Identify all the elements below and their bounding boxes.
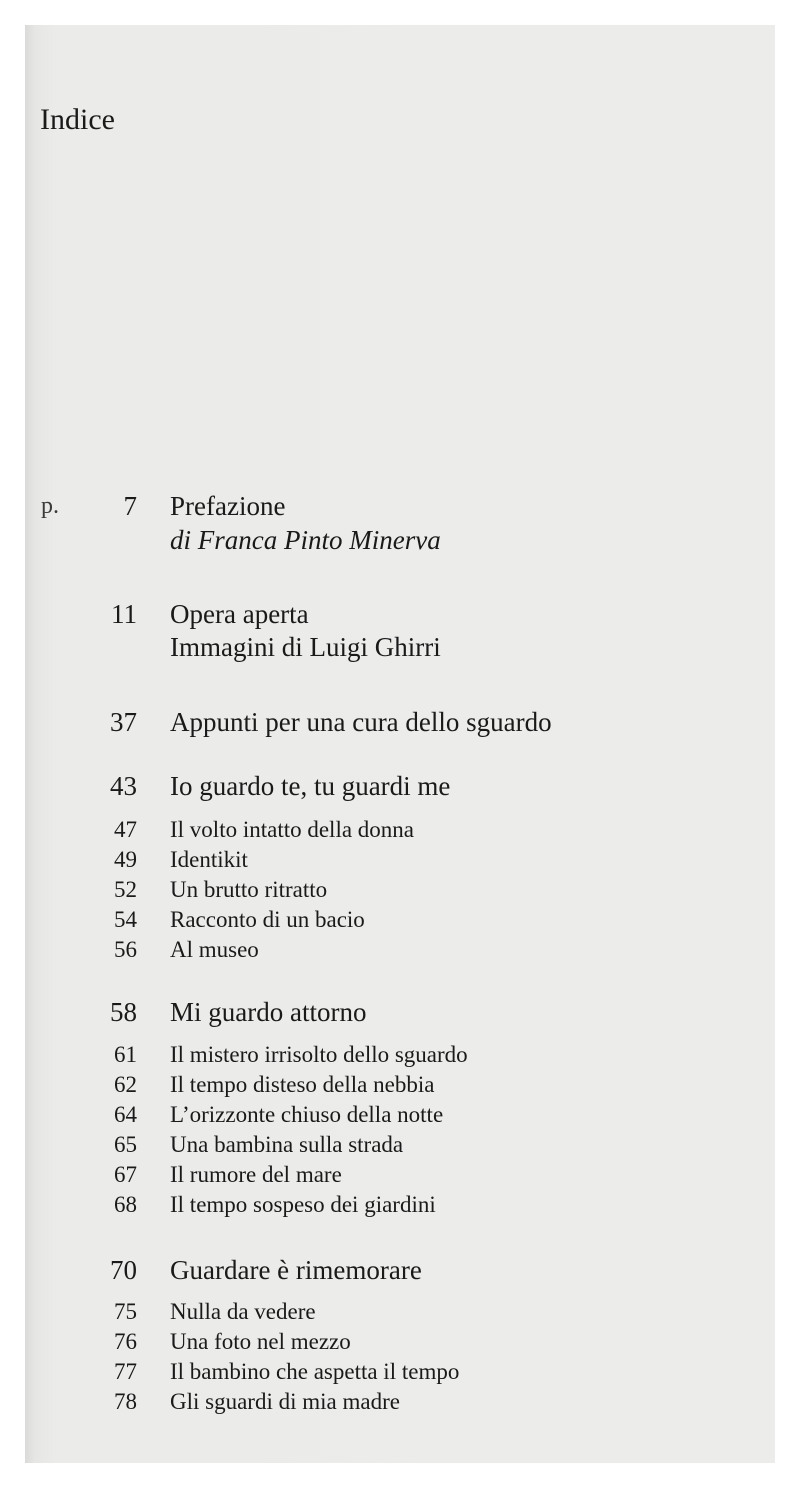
toc-title: Una foto nel mezzo bbox=[170, 1329, 351, 1354]
toc-title: Mi guardo attorno bbox=[170, 997, 367, 1027]
toc-title: Il mistero irrisolto dello sguardo bbox=[170, 1042, 468, 1067]
page-title: Indice bbox=[40, 103, 115, 136]
toc-page-number: 52 bbox=[114, 877, 137, 902]
toc-page-number: 67 bbox=[114, 1162, 137, 1187]
toc-title: Gli sguardi di mia madre bbox=[170, 1389, 400, 1414]
toc-page-number: 68 bbox=[114, 1192, 137, 1217]
toc-page-number: 54 bbox=[114, 907, 137, 932]
toc-page-number: 76 bbox=[114, 1329, 137, 1354]
toc-page-number: 78 bbox=[114, 1389, 137, 1414]
toc-page-number: 7 bbox=[123, 491, 137, 521]
toc-page-number: 37 bbox=[110, 707, 137, 737]
toc-title: Il tempo sospeso dei giardini bbox=[170, 1192, 436, 1217]
toc-page-number: 43 bbox=[110, 771, 137, 801]
toc-subtitle: Immagini di Luigi Ghirri bbox=[170, 632, 441, 662]
toc-page-number: 61 bbox=[114, 1042, 137, 1067]
toc-page-number: 56 bbox=[114, 937, 137, 962]
toc-page-number: 47 bbox=[114, 817, 137, 842]
toc-page-number: 77 bbox=[114, 1359, 137, 1384]
toc-title: Appunti per una cura dello sguardo bbox=[170, 707, 552, 737]
toc-title: Opera aperta bbox=[170, 599, 309, 629]
toc-title: Identikit bbox=[170, 847, 248, 872]
toc-page-number: 11 bbox=[111, 599, 137, 629]
toc-page-number: 58 bbox=[110, 997, 137, 1027]
toc-author: di Franca Pinto Minerva bbox=[170, 525, 441, 555]
toc-title: Nulla da vedere bbox=[170, 1299, 316, 1324]
toc-title: Guardare è rimemorare bbox=[170, 1255, 422, 1285]
toc-title: Il volto intatto della donna bbox=[170, 817, 415, 842]
toc-page-number: 64 bbox=[114, 1102, 137, 1127]
toc-title: Al museo bbox=[170, 937, 259, 962]
toc-page-number: 49 bbox=[114, 847, 137, 872]
toc-page-number: 75 bbox=[114, 1299, 137, 1324]
toc-title: Il tempo disteso della nebbia bbox=[170, 1072, 435, 1097]
toc-page-number: 70 bbox=[110, 1255, 137, 1285]
toc-title: Un brutto ritratto bbox=[170, 877, 328, 902]
toc-title: Racconto di un bacio bbox=[170, 907, 365, 932]
toc-title: Io guardo te, tu guardi me bbox=[170, 771, 451, 801]
toc-title: Prefazione bbox=[170, 491, 286, 521]
toc-title: Il bambino che aspetta il tempo bbox=[170, 1359, 460, 1384]
toc-page-number: 65 bbox=[114, 1132, 137, 1157]
book-page bbox=[25, 25, 775, 1463]
toc-page-number: 62 bbox=[114, 1072, 137, 1097]
toc-title: L’orizzonte chiuso della notte bbox=[170, 1102, 444, 1127]
toc-title: Una bambina sulla strada bbox=[170, 1132, 404, 1157]
toc-title: Il rumore del mare bbox=[170, 1162, 342, 1187]
page-label: p. bbox=[41, 493, 59, 519]
